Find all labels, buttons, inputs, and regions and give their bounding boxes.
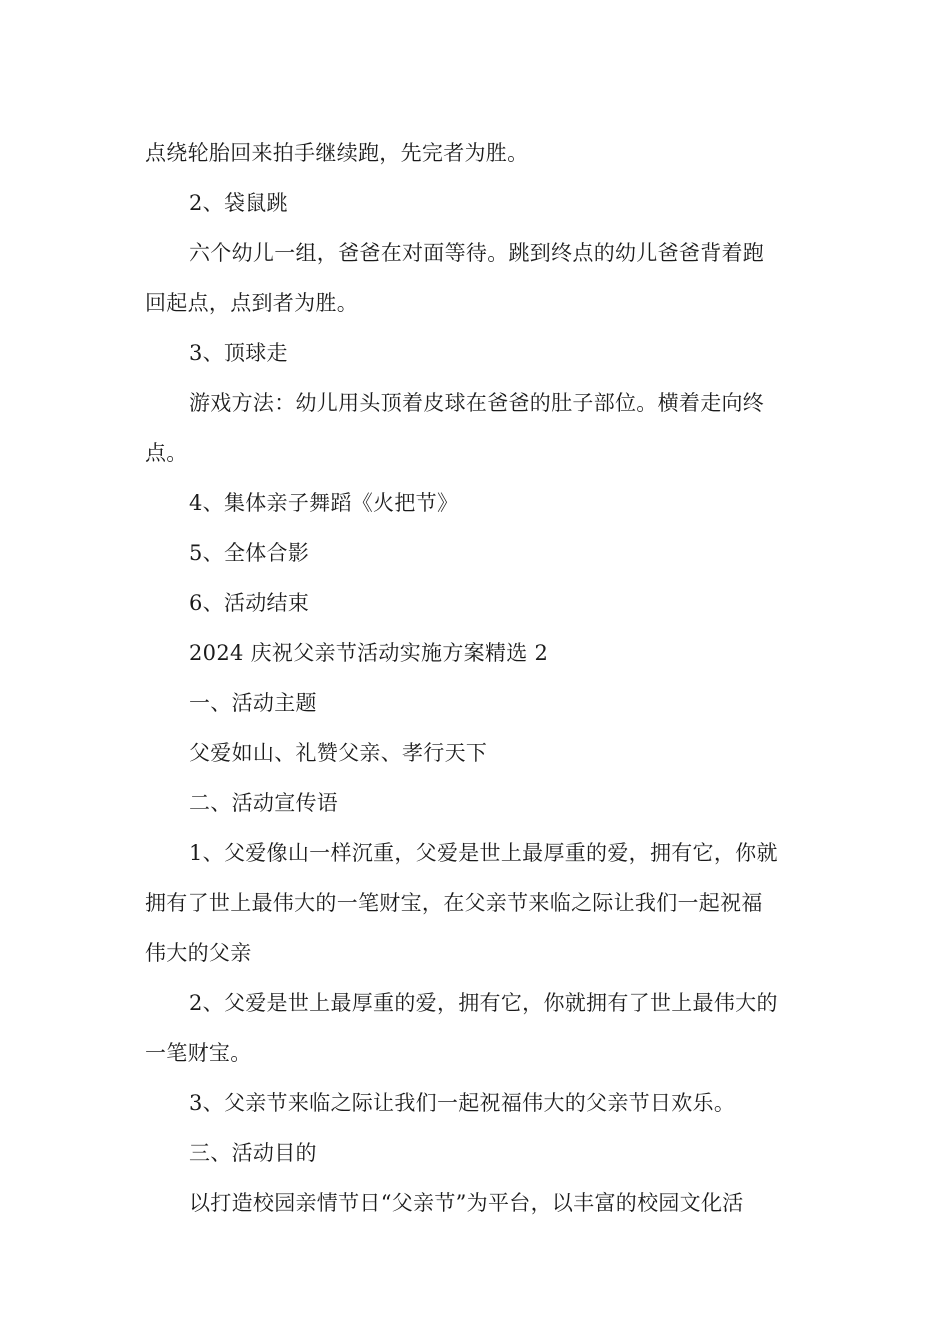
text-line: 点。 (145, 441, 188, 465)
section-item-kangaroo-jump: 2、袋鼠跳 (189, 191, 288, 215)
text-line: 六个幼儿一组，爸爸在对面等待。跳到终点的幼儿爸爸背着跑 (189, 241, 765, 265)
heading-activity-slogan: 二、活动宣传语 (189, 791, 339, 815)
section-item-group-dance: 4、集体亲子舞蹈《火把节》 (189, 491, 459, 515)
text-line: 拥有了世上最伟大的一笔财宝，在父亲节来临之际让我们一起祝福 (145, 891, 763, 915)
text-line: 1、父爱像山一样沉重，父爱是世上最厚重的爱，拥有它，你就 (189, 841, 778, 865)
text-line: 点绕轮胎回来拍手继续跑，先完者为胜。 (145, 141, 529, 165)
heading-activity-purpose: 三、活动目的 (189, 1141, 317, 1165)
section-item-group-photo: 5、全体合影 (189, 541, 310, 565)
document-section-title: 2024 庆祝父亲节活动实施方案精选 2 (189, 641, 549, 665)
heading-activity-theme: 一、活动主题 (189, 691, 317, 715)
text-line: 父爱如山、礼赞父亲、孝行天下 (189, 741, 488, 765)
text-line: 伟大的父亲 (145, 941, 252, 965)
document-body (145, 128, 810, 1228)
text-line: 一笔财宝。 (145, 1041, 252, 1065)
text-line: 回起点，点到者为胜。 (145, 291, 358, 315)
text-line: 3、父亲节来临之际让我们一起祝福伟大的父亲节日欢乐。 (189, 1091, 736, 1115)
text-line: 以打造校园亲情节日“父亲节”为平台，以丰富的校园文化活 (189, 1191, 744, 1215)
section-item-activity-end: 6、活动结束 (189, 591, 310, 615)
text-line: 2、父爱是世上最厚重的爱，拥有它，你就拥有了世上最伟大的 (189, 991, 778, 1015)
text-line: 游戏方法：幼儿用头顶着皮球在爸爸的肚子部位。横着走向终 (189, 391, 765, 415)
section-item-head-ball-walk: 3、顶球走 (189, 341, 288, 365)
